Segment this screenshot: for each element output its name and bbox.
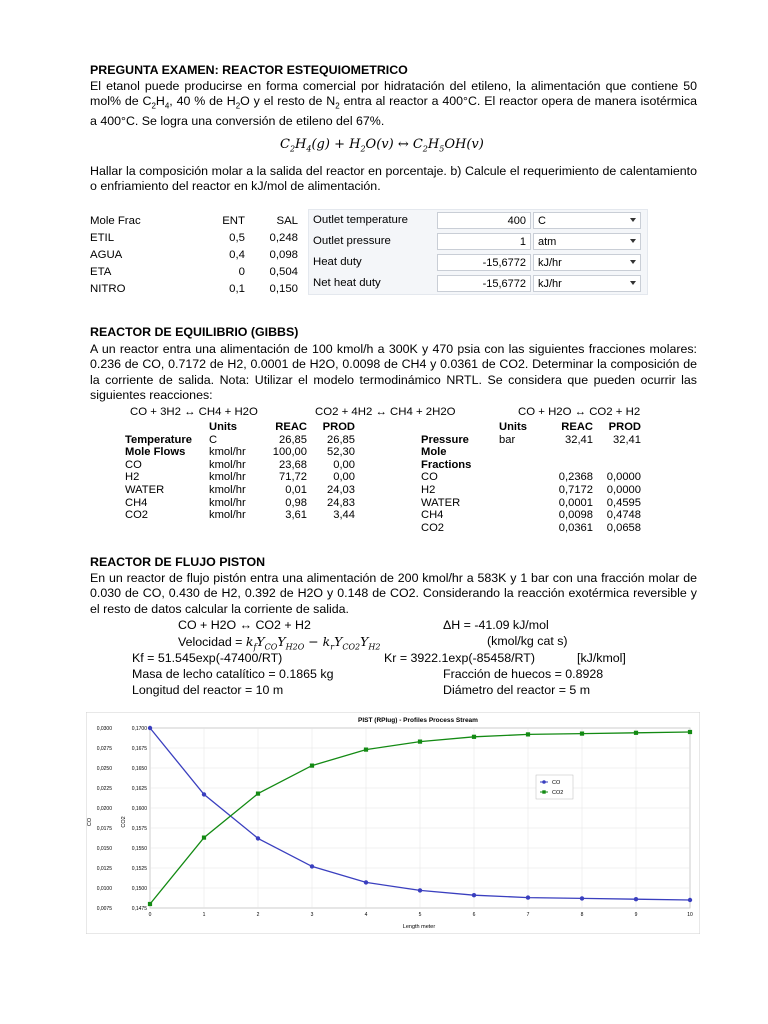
table-cell: 0,1: [229, 282, 245, 295]
reaction-1: CO + 3H2 ↔ CH4 + H2O: [130, 406, 258, 418]
co2-data-point: [580, 732, 584, 736]
y-tick-label-left: 0,0100: [96, 886, 112, 892]
x-tick-label: 9: [634, 912, 638, 918]
table-row: [125, 471, 355, 484]
table-cell: 0,7172: [558, 483, 593, 496]
table-row: [421, 471, 641, 484]
legend-co2-marker: [542, 790, 545, 793]
field-label: Heat duty: [313, 256, 362, 268]
col-header: [421, 421, 499, 434]
chevron-down-icon: [630, 260, 636, 264]
y-tick-label-right: 0,1550: [131, 846, 147, 852]
y-tick-label-right: 0,1525: [131, 866, 147, 872]
reactor-diameter: Diámetro del reactor = 5 m: [443, 683, 591, 697]
c2h4-formula: $C_2H_4$: [142, 94, 170, 111]
void-fraction: Fracción de huecos = 0.8928: [443, 667, 604, 681]
chevron-down-icon: [630, 281, 636, 285]
table-cell: kmol/hr: [209, 446, 246, 459]
x-tick-label: 1: [202, 912, 206, 918]
x-tick-label: 10: [687, 912, 693, 918]
temperature-unit-select[interactable]: [533, 212, 641, 229]
table-row: [421, 446, 641, 471]
x-tick-label: 4: [364, 912, 368, 918]
rate-units: (kmol/kg cat s): [487, 634, 568, 648]
co-data-point: [202, 792, 206, 796]
co-data-point: [580, 896, 584, 900]
table-cell: WATER: [421, 496, 461, 509]
table-cell: CO2: [421, 521, 445, 534]
table-cell: [499, 497, 543, 510]
y-tick-label-right: 0,1625: [131, 786, 147, 792]
table-cell: 0,0001: [558, 496, 593, 509]
table-cell: WATER: [125, 483, 165, 496]
table-cell: Mole Fractions: [421, 446, 472, 471]
x-tick-label: 5: [418, 912, 422, 918]
table-cell: 71,72: [279, 471, 307, 484]
co-data-point: [472, 893, 476, 897]
table-cell: bar: [499, 433, 516, 446]
x-tick-label: 0: [148, 912, 152, 918]
col-header: ENT: [222, 214, 245, 227]
x-tick-label: 8: [580, 912, 584, 918]
co2-data-point: [688, 730, 692, 734]
gibbs-fractions-table: [421, 421, 641, 534]
table-cell: ETIL: [90, 231, 115, 244]
table-cell: 0,098: [269, 248, 298, 261]
legend-co-label: CO: [552, 780, 561, 786]
table-row: [421, 509, 641, 522]
y-tick-label-left: 0,0250: [96, 766, 112, 772]
table-row: [125, 509, 355, 522]
co-data-point: [634, 897, 638, 901]
chart-title: PIST (RPlug) - Profiles Process Stream: [358, 717, 478, 724]
y-tick-label-left: 0,0225: [96, 786, 112, 792]
table-cell: Mole Flows: [125, 446, 186, 459]
reactor-results-panel: [308, 209, 648, 295]
co2-data-point: [634, 731, 638, 735]
enthalpy: ΔH = -41.09 kJ/mol: [443, 618, 549, 632]
section3-title: REACTOR DE FLUJO PISTON: [90, 555, 266, 569]
table-cell: [499, 484, 543, 497]
unit-value: C: [538, 215, 546, 227]
table-cell: [543, 446, 593, 471]
table-cell: kmol/hr: [209, 483, 246, 496]
col-header: Units: [499, 421, 527, 433]
catalyst-mass: Masa de lecho catalítico = 0.1865 kg: [132, 667, 334, 681]
table-cell: 0,00: [333, 471, 355, 484]
mole-fraction-table: [90, 212, 298, 297]
net-heat-duty-value[interactable]: -15,6772: [437, 275, 531, 292]
plug-reaction: CO + H2O ↔ CO2 + H2: [178, 618, 311, 632]
col-header: REAC: [561, 421, 593, 433]
table-cell: 0,0361: [558, 521, 593, 534]
table-row: [125, 484, 355, 497]
table-cell: 0,150: [269, 282, 298, 295]
table-cell: 0: [238, 265, 245, 278]
y-tick-label-right: 0,1650: [131, 766, 147, 772]
y-axis-label-right: CO2: [121, 816, 127, 828]
field-label: Outlet temperature: [313, 214, 408, 226]
table-cell: 0,248: [269, 231, 298, 244]
table-cell: Pressure: [421, 433, 469, 446]
table-cell: CH4: [125, 496, 148, 509]
table-cell: 0,5: [229, 231, 245, 244]
col-header: [125, 421, 209, 434]
table-cell: 0,01: [285, 483, 307, 496]
table-cell: 0,00: [333, 458, 355, 471]
section1-paragraph: El etanol puede producirse en forma comercial por hidratación del etileno, la alimentación que contiene 50 mol% de $C_2H_4$, 40 % de $H_2O$ y el resto de $N_2$ entra al reactor a 400°C. El reactor opera de manera isotérmica a 400°C. Se logra una conversión de etileno del 67%.: [90, 79, 698, 129]
table-cell: CO: [421, 471, 438, 484]
table-cell: 0,98: [285, 496, 307, 509]
chevron-down-icon: [630, 218, 636, 222]
y-tick-label-left: 0,0300: [96, 726, 112, 732]
table-row: [421, 434, 641, 447]
table-row: [125, 497, 355, 510]
reaction-2: CO2 + 4H2 ↔ CH4 + 2H2O: [315, 406, 456, 418]
co-data-point: [688, 898, 692, 902]
co2-data-point: [364, 748, 368, 752]
table-cell: CO2: [125, 509, 149, 522]
unit-value: kJ/hr: [538, 257, 562, 269]
table-cell: 23,68: [279, 458, 307, 471]
table-cell: 0,0658: [606, 521, 641, 534]
y-tick-label-left: 0,0150: [96, 846, 112, 852]
section1-question: Hallar la composición molar a la salida del reactor en porcentaje. b) Calcule el requerimiento de calentamiento o enfriamiento del reactor en kJ/mol de alimentación.: [90, 164, 697, 194]
table-cell: [499, 509, 543, 522]
col-header: PROD: [608, 421, 641, 433]
legend-co2-label: CO2: [552, 790, 564, 796]
co-data-point: [526, 895, 530, 899]
table-cell: 24,83: [327, 496, 355, 509]
table-cell: kmol/hr: [209, 471, 246, 484]
x-tick-label: 6: [472, 912, 476, 918]
heat-duty-row: [309, 252, 645, 274]
table-cell: 24,03: [327, 483, 355, 496]
table-cell: 0,4595: [606, 496, 641, 509]
heat-duty-unit-select[interactable]: [533, 254, 641, 271]
field-label: Outlet pressure: [313, 235, 391, 247]
co-data-point: [418, 888, 422, 892]
outlet-pressure-row: [309, 231, 645, 253]
table-cell: kmol/hr: [209, 509, 246, 522]
x-axis-label: Length meter: [402, 924, 436, 930]
table-cell: 0,4: [229, 248, 245, 261]
table-row: [125, 459, 355, 472]
table-cell: AGUA: [90, 248, 123, 261]
section2-paragraph: A un reactor entra una alimentación de 100 kmol/h a 300K y 470 psia con las siguientes fracciones molares: 0.236 de CO, 0.7172 de H2, 0.0001 de H2O, 0.0098 de CH4 y 0.0361 de CO2. Determinar la composición de la corriente de salida. Nota: Utilizar el modelo termodinámico NRTL. Se considera que pueden ocurrir las siguientes reacciones:: [90, 342, 697, 402]
y-tick-label-right: 0,1600: [131, 806, 147, 812]
co-data-point: [364, 880, 368, 884]
table-cell: CO: [125, 458, 142, 471]
table-cell: ETA: [90, 265, 112, 278]
table-cell: Temperature: [125, 433, 192, 446]
table-cell: H2: [421, 483, 436, 496]
table-cell: C: [209, 433, 218, 446]
x-tick-label: 3: [310, 912, 314, 918]
table-cell: H2: [125, 471, 140, 484]
table-cell: [499, 522, 543, 535]
co-data-point: [148, 726, 152, 730]
table-row: [421, 484, 641, 497]
col-header: Units: [209, 421, 237, 433]
h2o-formula: $H_2O$: [226, 94, 250, 111]
y-tick-label-right: 0,1700: [131, 726, 147, 732]
co2-data-point: [526, 732, 530, 736]
legend-co-marker: [542, 780, 546, 784]
co2-data-point: [256, 792, 260, 796]
table-cell: [593, 446, 641, 471]
col-header: PROD: [322, 421, 355, 433]
ethanol-equation: $C_2H_4(g) + H_2O(v)$ ↔ $C_2H_5OH(v)$: [280, 137, 484, 154]
y-tick-label-left: 0,0075: [96, 906, 112, 912]
n2-formula: $N_2$: [326, 94, 340, 111]
co2-data-point: [418, 740, 422, 744]
kf-expression: Kf = 51.545exp(-47400/RT): [132, 651, 283, 665]
outlet-temperature-row: [309, 210, 645, 232]
col-header: Mole Frac: [90, 214, 141, 227]
section2-title: REACTOR DE EQUILIBRIO (GIBBS): [90, 325, 299, 339]
reactor-length: Longitud del reactor = 10 m: [132, 683, 284, 697]
table-cell: 52,30: [327, 446, 355, 459]
table-row: [421, 497, 641, 510]
field-label: Net heat duty: [313, 277, 381, 289]
col-header: SAL: [276, 214, 298, 227]
co2-data-point: [202, 836, 206, 840]
y-tick-label-right: 0,1675: [131, 746, 147, 752]
heat-duty-value[interactable]: -15,6772: [437, 254, 531, 271]
table-cell: [499, 446, 543, 471]
table-cell: 26,85: [279, 433, 307, 446]
chart-legend: [536, 775, 573, 799]
pressure-unit-select[interactable]: [533, 233, 641, 250]
table-cell: 0,0000: [606, 471, 641, 484]
co2-data-point: [310, 764, 314, 768]
chevron-down-icon: [630, 239, 636, 243]
table-cell: 0,2368: [558, 471, 593, 484]
gibbs-flows-table: [125, 421, 355, 522]
table-cell: CH4: [421, 509, 444, 522]
table-cell: 3,61: [285, 509, 307, 522]
table-cell: 26,85: [327, 433, 355, 446]
rate-expression: Velocidad = $k_fY_{CO}Y_{H2O} - k_rY_{CO2}Y_{H2}$: [178, 634, 381, 652]
x-tick-label: 2: [256, 912, 260, 918]
table-cell: kmol/hr: [209, 496, 246, 509]
table-row: [125, 446, 355, 459]
x-tick-label: 7: [526, 912, 530, 918]
co-data-point: [256, 836, 260, 840]
net-heat-duty-unit-select[interactable]: [533, 275, 641, 292]
table-cell: 32,41: [613, 433, 641, 446]
co2-data-point: [148, 902, 152, 906]
y-tick-label-right: 0,1500: [131, 886, 147, 892]
y-tick-label-left: 0,0175: [96, 826, 112, 832]
table-cell: [499, 471, 543, 484]
outlet-pressure-input[interactable]: 1: [437, 233, 531, 250]
table-row: [421, 522, 641, 535]
table-cell: 3,44: [333, 509, 355, 522]
net-heat-duty-row: [309, 273, 645, 295]
table-cell: kmol/hr: [209, 458, 246, 471]
table-row: [125, 434, 355, 447]
table-cell: NITRO: [90, 282, 126, 295]
table-cell: 0,504: [269, 265, 298, 278]
k-units: [kJ/kmol]: [577, 651, 626, 665]
plug-flow-profile-chart: [86, 712, 700, 934]
table-cell: 100,00: [272, 446, 307, 459]
kr-expression: Kr = 3922.1exp(-85458/RT): [384, 651, 535, 665]
y-tick-label-right: 0,1475: [131, 906, 147, 912]
table-cell: 0,0000: [606, 483, 641, 496]
outlet-temperature-input[interactable]: 400: [437, 212, 531, 229]
y-tick-label-right: 0,1575: [131, 826, 147, 832]
unit-value: kJ/hr: [538, 278, 562, 290]
unit-value: atm: [538, 236, 557, 248]
y-axis-label-left: CO: [87, 817, 93, 827]
y-tick-label-left: 0,0200: [96, 806, 112, 812]
col-header: REAC: [275, 421, 307, 433]
rate-formula: $k_fY_{CO}Y_{H2O} - k_rY_{CO2}Y_{H2}$: [245, 634, 381, 652]
table-cell: 32,41: [565, 433, 593, 446]
section1-title: PREGUNTA EXAMEN: REACTOR ESTEQUIOMETRICO: [90, 63, 408, 77]
co-data-point: [310, 864, 314, 868]
y-tick-label-left: 0,0125: [96, 866, 112, 872]
reaction-3: CO + H2O ↔ CO2 + H2: [518, 406, 641, 418]
table-cell: 0,4748: [606, 509, 641, 522]
table-cell: 0,0098: [558, 509, 593, 522]
y-tick-label-left: 0,0275: [96, 746, 112, 752]
co2-data-point: [472, 735, 476, 739]
section3-paragraph: En un reactor de flujo pistón entra una alimentación de 200 kmol/hr a 583K y 1 bar con una fracción molar de 0.030 de CO, 0.430 de H2, 0.392 de H2O y 0.148 de CO2. Considerando la reacción exotérmica reversible y el resto de datos calcular la corriente de salida.: [90, 571, 697, 616]
